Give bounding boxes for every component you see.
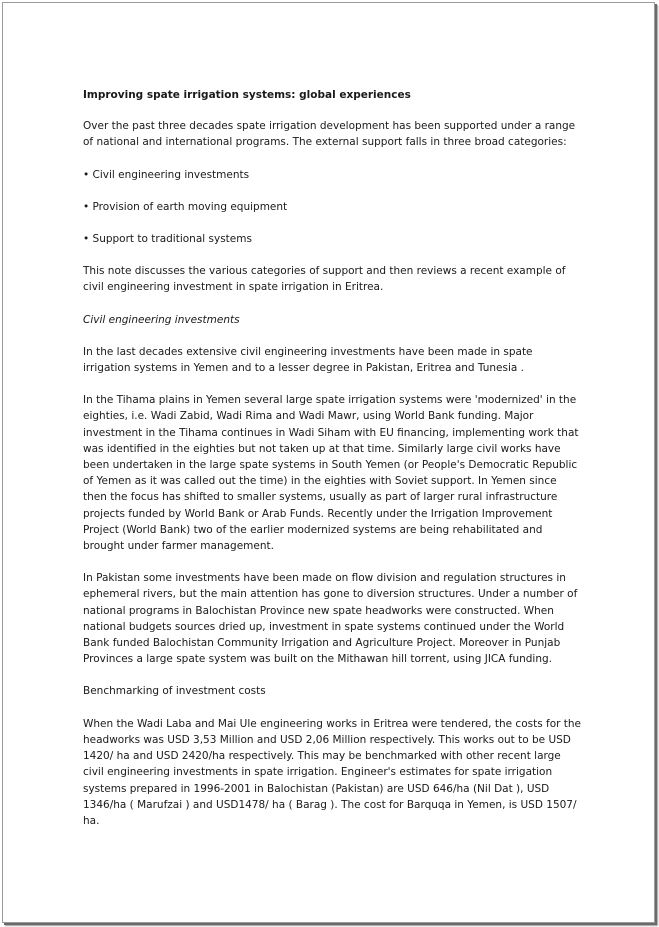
intro-paragraph: Over the past three decades spate irrigation development has been supported under a range of national and international programs. The external support falls in three broad categories: [83, 120, 576, 149]
bullet-item-earth-moving: • Provision of earth moving equipment [83, 199, 583, 215]
paragraph-extensive-investments: In the last decades extensive civil engineering investments have been made in spate irrigation systems in Yemen and to a lesser degree in Pakistan, Eritrea and Tunesia . [83, 345, 533, 375]
document-body [83, 87, 583, 845]
document-title: Improving spate irrigation systems: global experiences [83, 89, 411, 101]
note-paragraph: This note discusses the various categories of support and then reviews a recent example of civil engineering investment in spate irrigation in Eritrea. [83, 265, 566, 294]
paragraph-pakistan: In Pakistan some investments have been made on flow division and regulation structures in ephemeral rivers, but the main attention has gone to diversion structures. Under a number of national programs in Balochistan Province new spate headworks were constructed. When national budgets sources dried up, investment in spate systems continued under the World Bank funded Balochistan Community Irrigation and Agriculture Project. Moreover in Punjab Provinces a large spate system was built on the Mithawan hill torrent, using JICA funding. [83, 572, 578, 666]
section-heading-civil-engineering: Civil engineering investments [83, 313, 240, 326]
bullet-item-traditional-systems: • Support to traditional systems [83, 231, 583, 247]
paragraph-tihama-yemen: In the Tihama plains in Yemen several large spate irrigation systems were 'modernized' in the eighties, i.e. Wadi Zabid, Wadi Rima and Wadi Mawr, using World Bank funding. Major investment in the Tihama continues in Wadi Siham with EU financing, implementing work that was identified in the eighties but not taken up at that time. Similarly large civil works have been undertaken in the large spate systems in South Yemen (or People's Democratic Republic of Yemen as it was called out the time) in the eighties with Soviet support. In Yemen since then the focus has shifted to smaller systems, usually as part of larger rural infrastructure projects funded by World Bank or Arab Funds. Recently under the Irrigation Improvement Project (World Bank) two of the earlier modernized systems are being rehabilitated and brought under farmer management. [83, 394, 579, 553]
bullet-item-civil-engineering: • Civil engineering investments [83, 167, 583, 183]
paragraph-investment-costs: When the Wadi Laba and Mai Ule engineering works in Eritrea were tendered, the costs for the headworks was USD 3,53 Million and USD 2,06 Million respectively. This works out to be USD 1420/ ha and USD 2420/ha respectively. This may be benchmarked with other recent large civil engineering investments in spate irrigation. Engineer's estimates for spate irrigation systems prepared in 1996-2001 in Balochistan (Pakistan) are USD 646/ha (Nil Dat ), USD 1346/ha ( Marufzai ) and USD1478/ ha ( Barag ). The cost for Barquqa in Yemen, is USD 1507/ ha. [83, 717, 582, 827]
section-heading-benchmarking: Benchmarking of investment costs [83, 685, 266, 698]
document-page [2, 2, 655, 923]
